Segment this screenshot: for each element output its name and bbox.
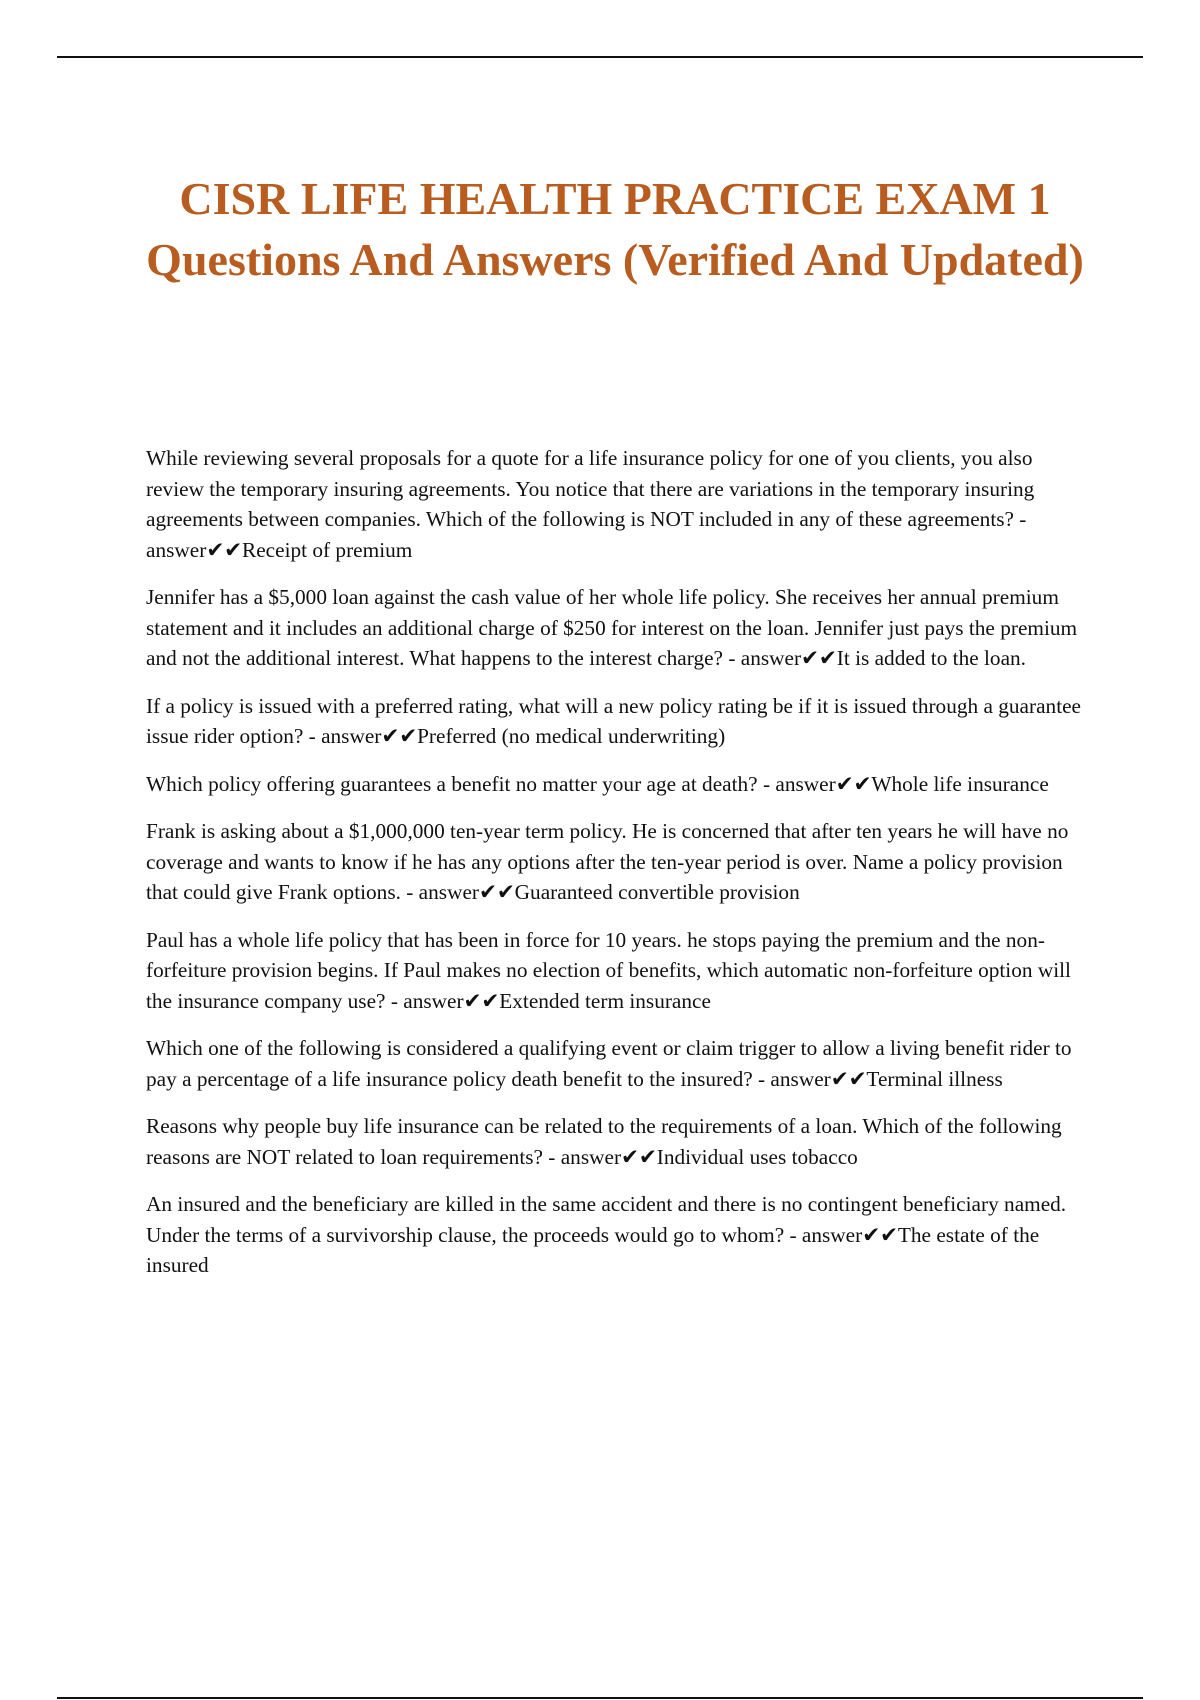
qa-item: Frank is asking about a $1,000,000 ten-year term policy. He is concerned that after ten years he will have no coverage and wants to know if he has any options after the ten-year period is over. Name a policy provision that could give Frank options. - answer✔✔Guaranteed convertible provision [146, 819, 1069, 904]
qa-item: An insured and the beneficiary are killed in the same accident and there is no contingent beneficiary named. Under the terms of a survivorship clause, the proceeds would go to whom? - answer✔✔The estate of the insured [146, 1192, 1067, 1277]
qa-item: If a policy is issued with a preferred rating, what will a new policy rating be if it is issued through a guarantee issue rider option? - answer✔✔Preferred (no medical underwriting) [146, 693, 1082, 748]
qa-item: While reviewing several proposals for a quote for a life insurance policy for one of you clients, you also review the temporary insuring agreements. You notice that there are variations in the temporary insuring agreements between companies. Which of the following is NOT included in any of these agreements? - answer✔✔Receipt of premium [146, 446, 1035, 562]
qa-item: Jennifer has a $5,000 loan against the cash value of her whole life policy. She receives her annual premium statement and it includes an additional charge of $250 for interest on the loan. Jennifer just pays the premium and not the additional interest. What happens to the interest charge? - answer✔✔It is added to the loan. [146, 585, 1078, 670]
qa-item: Reasons why people buy life insurance can be related to the requirements of a loan. Which of the following reasons are NOT related to loan requirements? - answer✔✔Individual uses tobacco [146, 1114, 1062, 1169]
qa-item: Paul has a whole life policy that has been in force for 10 years. he stops paying the premium and the non-forfeiture provision begins. If Paul makes no election of benefits, which automatic non-forfeiture option will the insurance company use? - answer✔✔Extended term insurance [146, 927, 1071, 1013]
qa-item: Which one of the following is considered a qualifying event or claim trigger to allow a living benefit rider to pay a percentage of a life insurance policy death benefit to the insured? - answer✔✔Terminal illness [146, 1036, 1072, 1091]
qa-item: Which policy offering guarantees a benefit no matter your age at death? - answer✔✔Whole life insurance [146, 771, 1049, 796]
top-rule [57, 56, 1143, 58]
bottom-rule [57, 1697, 1143, 1699]
qa-list [146, 443, 1091, 1298]
document-title: CISR LIFE HEALTH PRACTICE EXAM 1 Questions And Answers (Verified And Updated) [146, 173, 1084, 285]
